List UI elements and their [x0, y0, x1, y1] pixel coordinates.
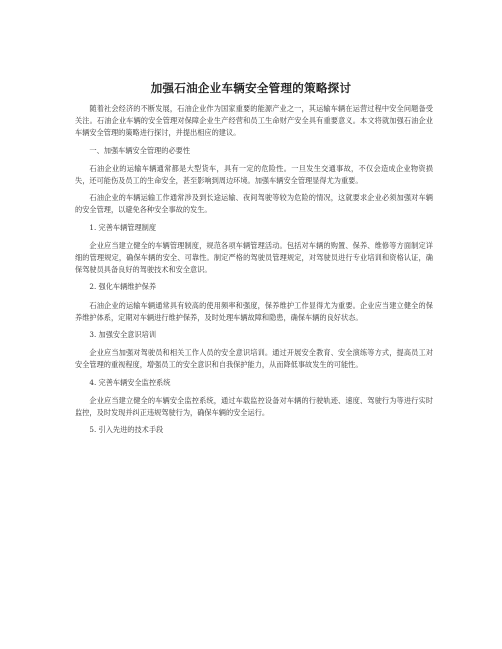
paragraph-monitoring-system: 企业应当建立健全的车辆安全监控系统，通过车载监控设备对车辆的行驶轨迹、速度、驾驶行为等进行实时监控，及时发现并纠正违规驾驶行为，确保车辆的安全运行。: [75, 395, 433, 418]
heading-advanced-technology: 5. 引入先进的技术手段: [89, 425, 164, 435]
paragraph-maintenance: 石油企业的运输车辆通常具有较高的使用频率和强度，保养维护工作显得尤为重要。企业应当建立健全的保养维护体系，定期对车辆进行维护保养，及时处理车辆故障和隐患，确保车辆的良好状态。: [75, 300, 433, 322]
section-heading-necessity: 一、加强车辆安全管理的必要性: [89, 145, 191, 155]
paragraph-long-distance: 石油企业的车辆运输工作通常涉及到长途运输、夜间驾驶等较为危险的情况，这就要求企业必须加强对车辆的安全管理，以避免各种安全事故的发生。: [75, 193, 433, 215]
document-body: [75, 103, 433, 442]
intro-paragraph: 随着社会经济的不断发展，石油企业作为国家重要的能源产业之一，其运输车辆在运营过程中安全问题备受关注。石油企业车辆的安全管理对保障企业生产经营和员工生命财产安全具有重要意义。本文将就加强石油企业车辆安全管理的策略进行探讨，并提出相应的建议。: [75, 104, 433, 138]
paragraph-safety-training: 企业应当加强对驾驶员和相关工作人员的安全意识培训。通过开展安全教育、安全演练等方式，提高员工对安全管理的重视程度，增强员工的安全意识和自我保护能力，从而降低事故发生的可能性。: [75, 348, 433, 370]
heading-safety-training: 3. 加强安全意识培训: [89, 330, 157, 340]
paragraph-danger: 石油企业的运输车辆通常都是大型货车，具有一定的危险性。一旦发生交通事故，不仅会造成企业物资损失，还可能伤及员工的生命安全，甚至影响到周边环境。加强车辆安全管理显得尤为重要。: [75, 163, 433, 186]
heading-maintenance: 2. 强化车辆维护保养: [89, 282, 157, 292]
document-title: 加强石油企业车辆安全管理的策略探讨: [150, 81, 352, 95]
heading-monitoring-system: 4. 完善车辆安全监控系统: [89, 377, 171, 387]
heading-management-system: 1. 完善车辆管理制度: [89, 222, 157, 232]
paragraph-management-system: 企业应当建立健全的车辆管理制度，规范各项车辆管理活动。包括对车辆的购置、保养、维修等方面制定详细的管理规定，确保车辆的安全、可靠性。制定严格的驾驶员管理规定，对驾驶员进行专业培训和资格认证，确保驾驶员具备良好的驾驶技术和安全意识。: [75, 240, 433, 275]
